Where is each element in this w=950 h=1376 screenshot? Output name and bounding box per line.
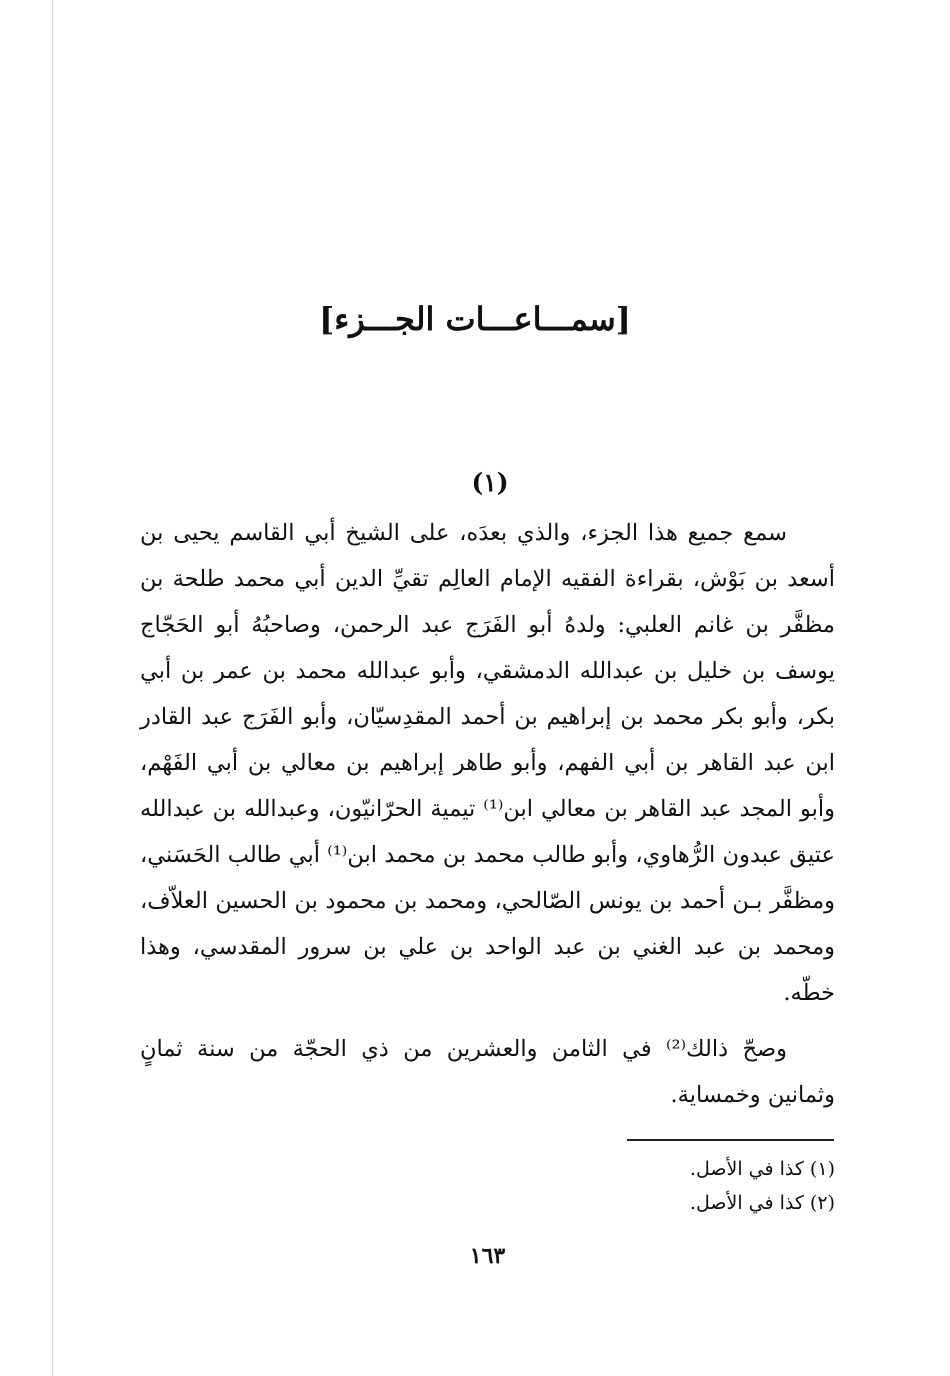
paragraph-1: سمع جميع هذا الجزء، والذي بعدَه، على الشيخ أبي القاسم يحيى بن أسعد بن بَوْش، بقراءة الفقيه الإمام العالِم تقيِّ الدين أبي محمد طلحة بن مظفَّر بن غانم العلبي: ولدهُ أبو الفَرَج عبد الرحمن، وصاحبُهُ أبو الحَجّاج يوسف بن خليل بن عبدالله الدمشقي، وأبو عبدالله محمد بن عمر بن أبي بكر، وأبو بكر محمد بن إبراهيم بن أحمد المقدِسيّان، وأبو الفَرَج عبد القادر ابن عبد القاهر بن أبي الفهم، وأبو طاهر إبراهيم بن معالي بن أبي الفَهْم، وأبو المجد عبد القاهر بن معالي ابن⁽¹⁾ تيمية الحرّانيّون، وعبدالله بن عبدالله عتيق عبدون الرُّهاوي، وأبو طالب محمد بن محمد ابن⁽¹⁾ أبي طالب الحَسَني، ومظفَّر بـن أحمد بن يونس الصّالحي، ومحمد بن محمود بن الحسين العلاّف، ومحمد بن عبد الغني بن عبد الواحد بن علي بن سرور المقدسي، وهذا خطّه. [140, 520, 835, 1006]
footnotes [500, 1152, 835, 1220]
section-title: [سمـــاعـــات الجـــزء] [319, 300, 631, 338]
body-text [140, 510, 835, 1118]
footnote-2: (٢) كذا في الأصل. [689, 1192, 835, 1214]
paragraph-2: وصحّ ذالك⁽²⁾ في الثامن والعشرين من ذي الحجّة من سنة ثمانٍ وثمانين وخمساية. [140, 1036, 835, 1108]
footnote-separator [627, 1139, 834, 1141]
page-binding-line [52, 0, 53, 1376]
entry-number: (١) [471, 468, 509, 497]
page-number: ١٦٣ [469, 1243, 506, 1269]
footnote-1: (١) كذا في الأصل. [689, 1158, 835, 1180]
